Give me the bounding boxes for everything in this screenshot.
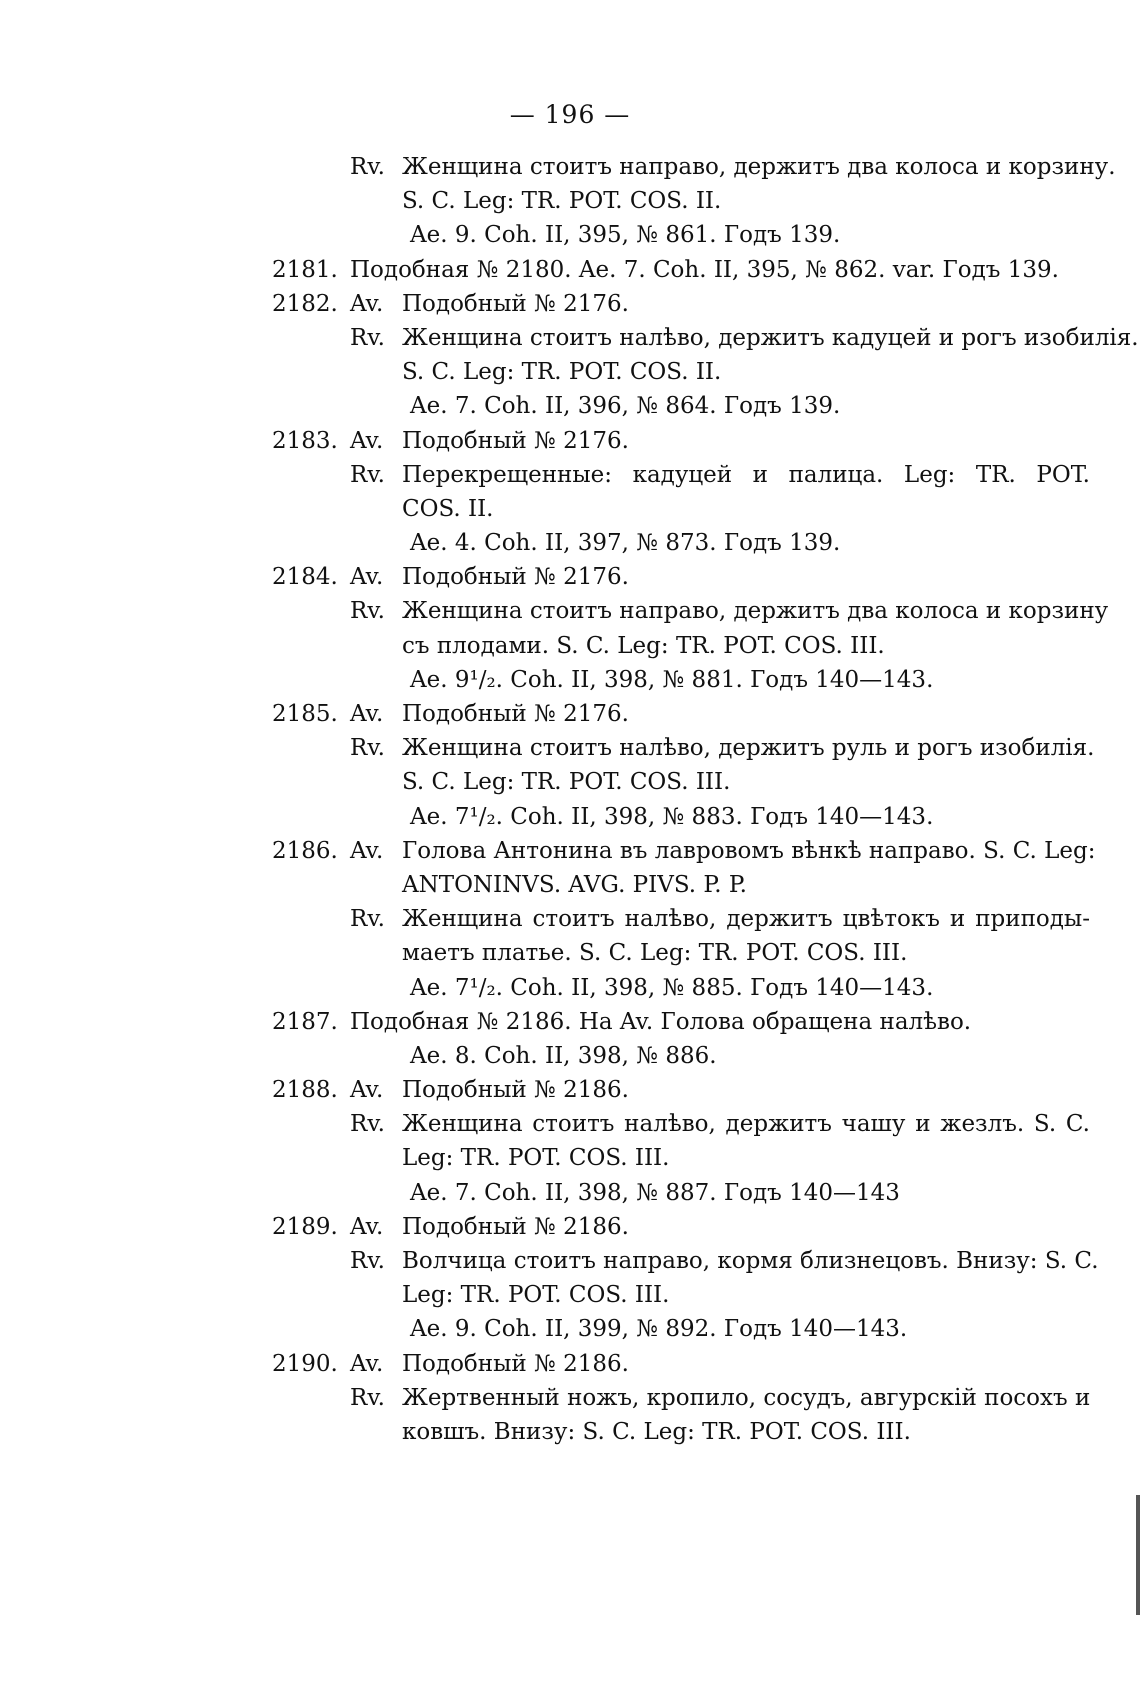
text-line (0, 287, 1140, 321)
entry-number: 2184. (272, 564, 338, 591)
line-text: Подобная № 2180. Ae. 7. Coh. II, 395, № 862. var. Годъ 139. (350, 256, 1059, 283)
line-text: Ae. 4. Coh. II, 397, № 873. Годъ 139. (410, 530, 841, 557)
line-text: Ae. 9. Coh. II, 395, № 861. Годъ 139. (410, 222, 841, 249)
text-line (0, 765, 1140, 799)
line-text: Подобный № 2176. (402, 564, 629, 591)
line-text: Волчица стоитъ направо, кормя близнецовъ. Внизу: S. C. (402, 1248, 1099, 1274)
line-text: Leg: TR. POT. COS. III. (402, 1282, 670, 1309)
line-text: ковшъ. Внизу: S. C. Leg: TR. POT. COS. III. (402, 1418, 911, 1445)
text-line (0, 1347, 1140, 1381)
page-number: — 196 — (509, 100, 631, 129)
text-line (0, 1141, 1140, 1175)
side-label: Rv. (350, 906, 385, 933)
text-line (0, 321, 1140, 355)
side-label: Rv. (350, 1384, 385, 1411)
line-text: Жертвенный ножъ, кропило, сосудъ, авгурскій посохъ и (402, 1384, 1091, 1411)
side-label: Rv. (350, 1248, 385, 1274)
text-line (0, 697, 1140, 731)
line-text: Ae. 7¹/₂. Coh. II, 398, № 885. Годъ 140—143. (410, 974, 934, 1001)
line-text: Женщина стоитъ налѣво, держитъ кадуцей и рогъ изобилія. (402, 324, 1139, 351)
line-text: Ae. 7. Coh. II, 398, № 887. Годъ 140—143 (410, 1179, 900, 1206)
side-label: Rv. (350, 461, 385, 488)
line-text: маетъ платье. S. C. Leg: TR. POT. COS. III. (402, 940, 908, 967)
line-text: Подобная № 2186. На Av. Голова обращена налѣво. (350, 1008, 972, 1035)
text-line (0, 1107, 1140, 1141)
text-line (0, 1210, 1140, 1244)
entry-number: 2186. (272, 837, 338, 864)
text-line (0, 1312, 1140, 1346)
text-line (0, 218, 1140, 252)
text-line (0, 1039, 1140, 1073)
entry-number: 2181. (272, 256, 338, 283)
line-text: ANTONINVS. AVG. PIVS. P. P. (402, 871, 747, 898)
text-line (0, 834, 1140, 868)
line-text: Женщина стоитъ налѣво, держитъ цвѣтокъ и приподы- (402, 906, 1090, 933)
text-line (0, 1073, 1140, 1107)
side-label: Rv. (350, 1111, 385, 1138)
text-line (0, 389, 1140, 423)
side-label: Av. (350, 837, 384, 864)
text-line (0, 1176, 1140, 1210)
line-text: Подобный № 2176. (402, 427, 629, 454)
line-text: Женщина стоитъ налѣво, держитъ руль и рогъ изобилія. (402, 735, 1095, 762)
line-text: COS. II. (402, 495, 494, 522)
line-text: Ae. 7. Coh. II, 396, № 864. Годъ 139. (410, 393, 841, 420)
text-line (0, 1005, 1140, 1039)
line-text: Подобный № 2186. (402, 1350, 629, 1377)
text-line (0, 458, 1140, 492)
line-text: Женщина стоитъ направо, держитъ два колоса и корзину. (402, 154, 1116, 180)
side-label: Av. (350, 290, 384, 317)
side-label: Av. (350, 701, 384, 727)
entry-number: 2189. (272, 1213, 338, 1240)
text-line (0, 184, 1140, 218)
text-line (0, 971, 1140, 1005)
side-label: Rv. (350, 154, 385, 180)
line-text: Голова Антонина въ лавровомъ вѣнкѣ направо. S. C. Leg: (402, 837, 1096, 864)
entry-number: 2182. (272, 290, 338, 317)
line-text: Ae. 9¹/₂. Coh. II, 398, № 881. Годъ 140—143. (410, 666, 934, 693)
side-label: Av. (350, 1213, 384, 1240)
text-line (0, 936, 1140, 970)
text-line (0, 1278, 1140, 1312)
text-line (0, 868, 1140, 902)
side-label: Rv. (350, 324, 385, 351)
line-text: S. C. Leg: TR. POT. COS. II. (402, 359, 722, 386)
text-line (0, 1244, 1140, 1278)
line-text: Leg: TR. POT. COS. III. (402, 1145, 670, 1172)
line-text: Перекрещенные: кадуцей и палица. Leg: TR. POT. (402, 461, 1090, 488)
entry-number: 2188. (272, 1077, 338, 1104)
text-line (0, 253, 1140, 287)
line-text: S. C. Leg: TR. POT. COS. II. (402, 188, 722, 215)
line-text: Подобный № 2176. (402, 701, 629, 727)
text-line (0, 526, 1140, 560)
text-line (0, 560, 1140, 594)
text-line (0, 663, 1140, 697)
text-line (0, 1415, 1140, 1449)
side-label: Rv. (350, 598, 385, 625)
line-text: съ плодами. S. C. Leg: TR. POT. COS. III. (402, 632, 885, 659)
side-label: Rv. (350, 735, 385, 762)
side-label: Av. (350, 1350, 384, 1377)
line-text: Ae. 8. Coh. II, 398, № 886. (410, 1042, 717, 1069)
entry-number: 2187. (272, 1008, 338, 1035)
line-text: Женщина стоитъ налѣво, держитъ чашу и жезлъ. S. C. (402, 1111, 1090, 1138)
line-text: Ae. 7¹/₂. Coh. II, 398, № 883. Годъ 140—143. (410, 803, 934, 830)
line-text: Подобный № 2186. (402, 1213, 629, 1240)
entry-number: 2183. (272, 427, 338, 454)
text-line (0, 492, 1140, 526)
side-label: Av. (350, 564, 384, 591)
text-line (0, 355, 1140, 389)
entry-number: 2190. (272, 1350, 338, 1377)
text-line (0, 150, 1140, 184)
line-text: S. C. Leg: TR. POT. COS. III. (402, 769, 731, 796)
text-line (0, 424, 1140, 458)
entry-number: 2185. (272, 701, 338, 727)
side-label: Av. (350, 1077, 384, 1104)
catalog-entries (0, 150, 1140, 1449)
scan-edge-rule (1136, 1495, 1140, 1615)
side-label: Av. (350, 427, 384, 454)
text-line (0, 800, 1140, 834)
text-line (0, 731, 1140, 765)
line-text: Ae. 9. Coh. II, 399, № 892. Годъ 140—143. (410, 1316, 908, 1343)
text-line (0, 594, 1140, 628)
line-text: Подобный № 2186. (402, 1077, 629, 1104)
text-line (0, 629, 1140, 663)
line-text: Подобный № 2176. (402, 290, 629, 317)
text-line (0, 1381, 1140, 1415)
line-text: Женщина стоитъ направо, держитъ два колоса и корзину (402, 598, 1109, 625)
text-line (0, 902, 1140, 936)
